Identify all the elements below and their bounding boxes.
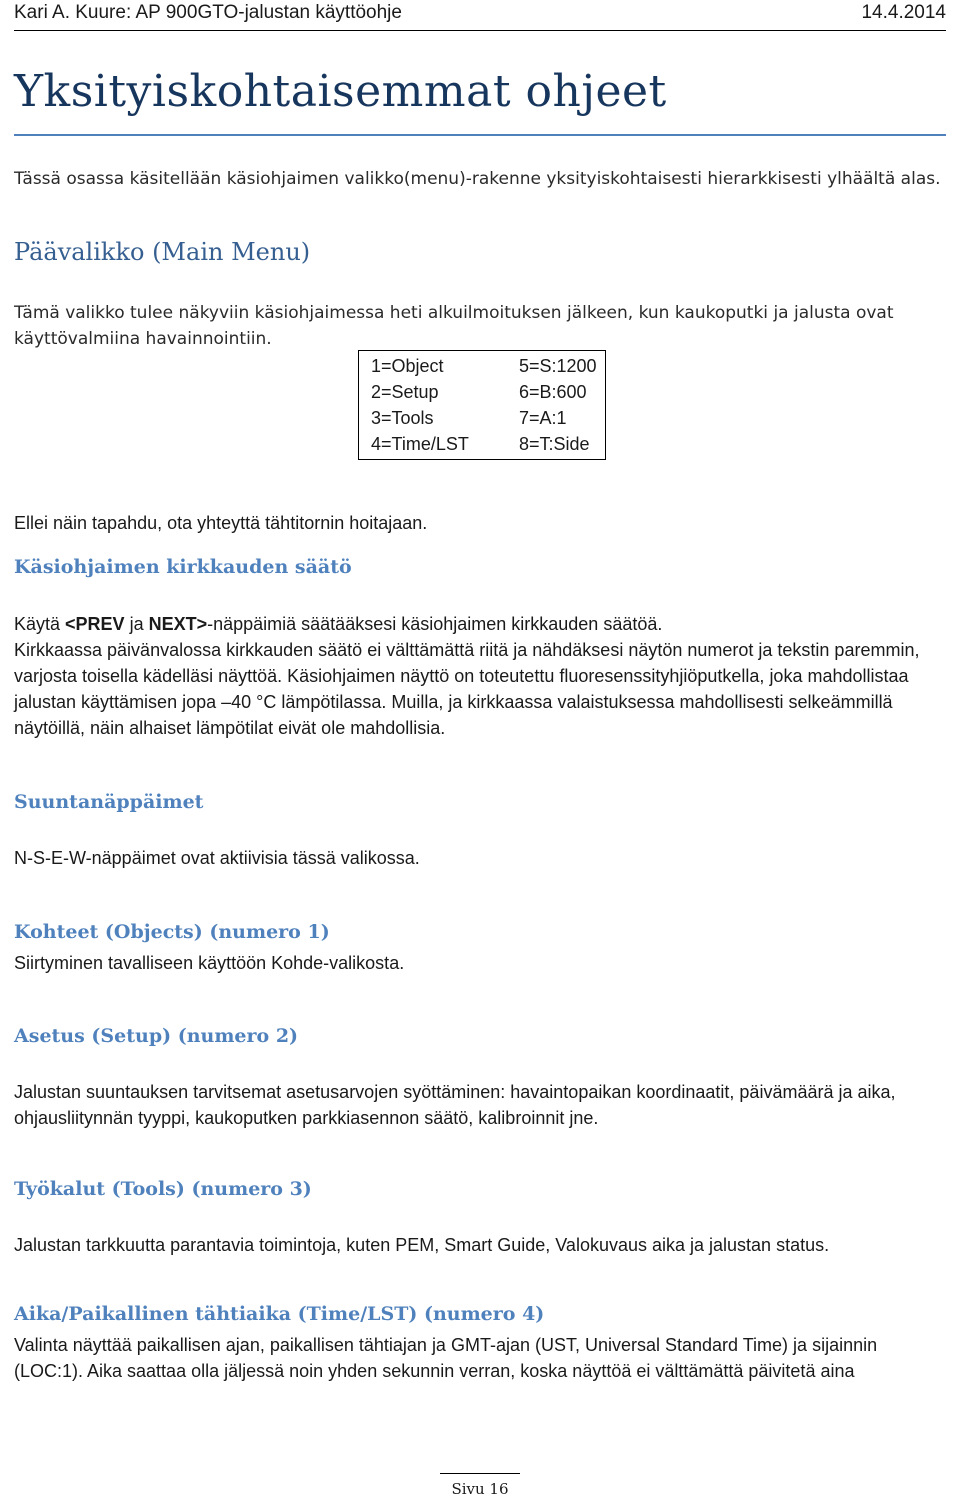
title-divider xyxy=(14,134,946,136)
brightness-paragraph: Kirkkaassa päivänvalossa kirkkauden säätö ei välttämättä riitä ja nähdäksesi näytön numerot ja tekstin paremmin, varjosta toisella kädelläsi näyttöä. Käsiohjaimen näyttö on toteutettu fluoresenssityhjiöputkella, joka mahdollistaa jalustan käyttämisen jopa –40 °C lämpötilassa. Muilla, ja kirkkaassa valaistuksessa mahdollisesti selkeämmillä näytöillä, näin alhaiset lämpötilat eivät ole mahdollisia. xyxy=(14,640,920,738)
brightness-instruction-text: -näppäimiä säätääksesi käsiohjaimen kirkkauden säätöä. xyxy=(207,614,663,634)
main-menu-heading: Päävalikko (Main Menu) xyxy=(14,238,311,266)
setup-paragraph: Jalustan suuntauksen tarvitsemat asetusarvojen syöttäminen: havaintopaikan koordinaatit, päivämäärä ja aika, ohjausliitynnän tyyppi, kaukoputken parkkiasennon säätö, kalibroinnit jne. xyxy=(14,1082,896,1128)
footer-divider xyxy=(440,1473,520,1474)
menu-item-button-rate: 6=B:600 xyxy=(519,382,587,402)
menu-item-time-lst: 4=Time/LST xyxy=(371,434,469,454)
menu-item-speed: 5=S:1200 xyxy=(519,356,597,376)
brightness-heading: Käsiohjaimen kirkkauden säätö xyxy=(14,556,352,578)
time-lst-heading: Aika/Paikallinen tähtiaika (Time/LST) (numero 4) xyxy=(14,1303,545,1325)
main-menu-paragraph: Tämä valikko tulee näkyviin käsiohjaimessa heti alkuilmoituksen jälkeen, kun kaukoputki ja jalusta ovat käyttövalmiina havainnointiin. xyxy=(14,303,894,349)
tools-heading: Työkalut (Tools) (numero 3) xyxy=(14,1178,312,1200)
intro-paragraph: Tässä osassa käsitellään käsiohjaimen valikko(menu)-rakenne yksityiskohtaisesti hierarkkisesti ylhäältä alas. xyxy=(14,169,941,189)
brightness-instruction-text: Käytä xyxy=(14,614,66,634)
running-header xyxy=(14,0,946,30)
direction-keys-heading: Suuntanäppäimet xyxy=(14,791,204,813)
menu-item-telescope-side: 8=T:Side xyxy=(519,434,590,454)
next-key-label: NEXT> xyxy=(148,614,208,634)
tools-paragraph: Jalustan tarkkuutta parantavia toimintoja, kuten PEM, Smart Guide, Valokuvaus aika ja jalustan status. xyxy=(14,1235,830,1255)
menu-item-tools: 3=Tools xyxy=(371,408,434,428)
menu-item-a: 7=A:1 xyxy=(519,408,567,428)
setup-heading: Asetus (Setup) (numero 2) xyxy=(14,1025,299,1047)
brightness-instruction xyxy=(14,611,946,637)
brightness-instruction-text: ja xyxy=(124,614,149,634)
header-divider xyxy=(14,30,946,31)
page-number: Sivu 16 xyxy=(451,1480,509,1498)
main-menu-note: Ellei näin tapahdu, ota yhteyttä tähtitornin hoitajaan. xyxy=(14,513,428,533)
objects-paragraph: Siirtyminen tavalliseen käyttöön Kohde-valikosta. xyxy=(14,953,405,973)
prev-key-label: <PREV xyxy=(65,614,125,634)
objects-heading: Kohteet (Objects) (numero 1) xyxy=(14,921,330,943)
menu-item-object: 1=Object xyxy=(371,356,444,376)
direction-keys-paragraph: N-S-E-W-näppäimet ovat aktiivisia tässä valikossa. xyxy=(14,848,420,868)
time-lst-paragraph: Valinta näyttää paikallisen ajan, paikallisen tähtiajan ja GMT-ajan (UST, Universal Standard Time) ja sijainnin (LOC:1). Aika saattaa olla jäljessä noin yhden sekunnin verran, koska näyttöä ei välttämättä päivitetä aina xyxy=(14,1335,878,1381)
page-title: Yksityiskohtaisemmat ohjeet xyxy=(14,66,667,117)
header-date: 14.4.2014 xyxy=(861,2,946,23)
main-menu-display xyxy=(358,350,606,460)
header-author-title: Kari A. Kuure: AP 900GTO-jalustan käyttöohje xyxy=(14,2,402,23)
menu-item-setup: 2=Setup xyxy=(371,382,439,402)
